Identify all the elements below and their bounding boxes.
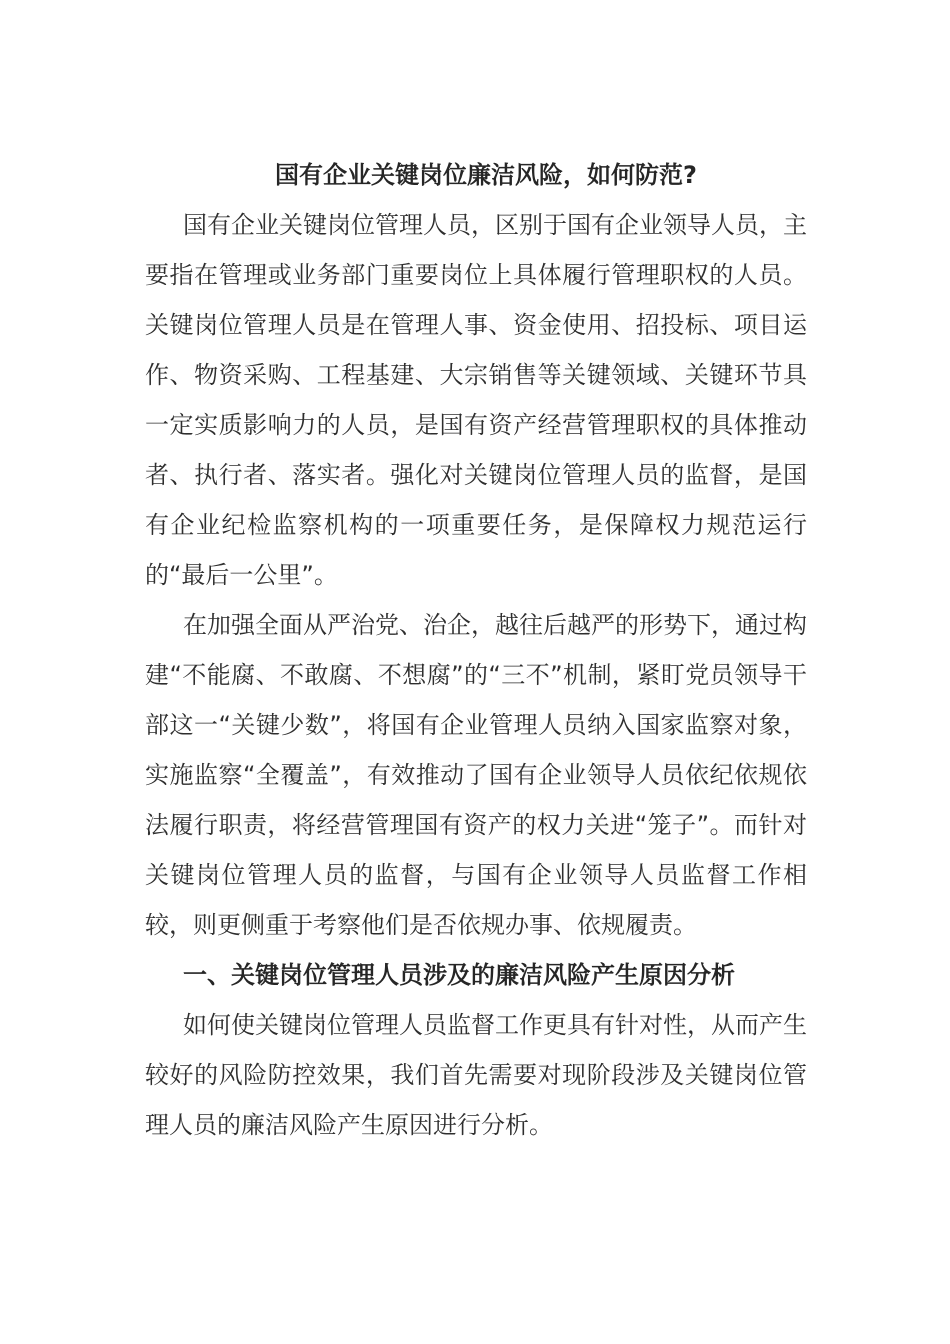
document-title: 国有企业关键岗位廉洁风险，如何防范? [275, 161, 697, 189]
section-paragraph: 如何使关键岗位管理人员监督工作更具有针对性，从而产生较好的风险防控效果，我们首先需要对现阶段涉及关键岗位管理人员的廉洁风险产生原因进行分析。 [145, 1011, 807, 1139]
paragraph-intro: 国有企业关键岗位管理人员，区别于国有企业领导人员，主要指在管理或业务部门重要岗位上具体履行管理职权的人员。关键岗位管理人员是在管理人事、资金使用、招投标、项目运作、物资采购、工程基建、大宗销售等关键领域、关键环节具一定实质影响力的人员，是国有资产经营管理职权的具体推动者、执行者、落实者。强化对关键岗位管理人员的监督，是国有企业纪检监察机构的一项重要任务，是保障权力规范运行的“最后一公里”。 [145, 211, 807, 589]
paragraph-context: 在加强全面从严治党、治企，越往后越严的形势下，通过构建“不能腐、不敢腐、不想腐”的“三不”机制，紧盯党员领导干部这一“关键少数”，将国有企业管理人员纳入国家监察对象，实施监察“全覆盖”，有效推动了国有企业领导人员依纪依规依法履行职责，将经营管理国有资产的权力关进“笼子”。而针对关键岗位管理人员的监督，与国有企业领导人员监督工作相较，则更侧重于考察他们是否依规办事、依规履责。 [145, 611, 807, 939]
section-heading: 一、关键岗位管理人员涉及的廉洁风险产生原因分析 [183, 961, 735, 989]
document-page [145, 150, 807, 1150]
